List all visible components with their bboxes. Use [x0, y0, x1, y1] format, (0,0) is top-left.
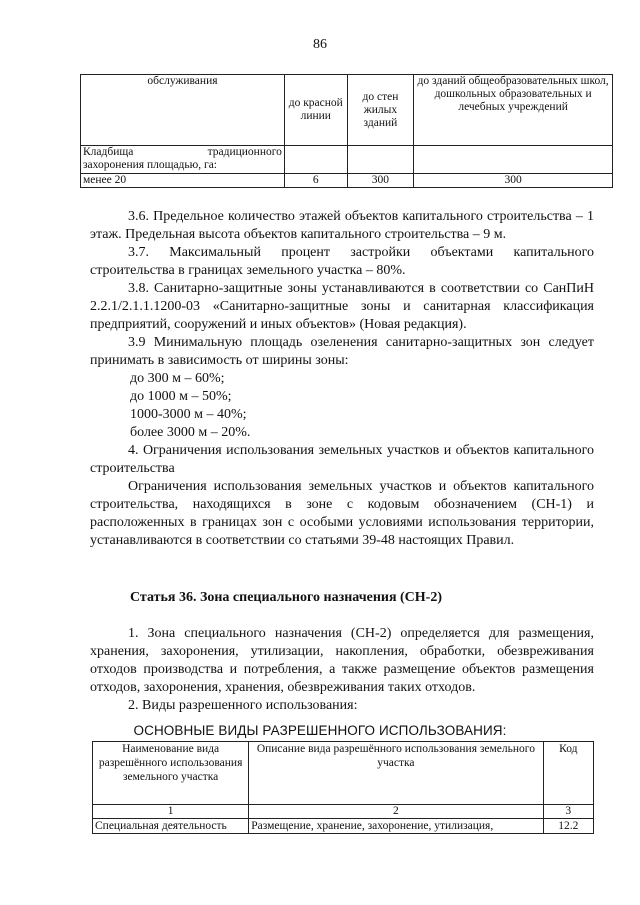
table-cell: до стен жилых зданий	[347, 75, 414, 146]
table-cell	[347, 146, 414, 174]
list-item: 1000-3000 м – 40%;	[130, 407, 247, 422]
page-number: 86	[313, 37, 327, 52]
article-paragraph-1	[90, 625, 594, 697]
paragraph-3-9	[90, 334, 594, 370]
paragraph-text: 4. Ограничения использования земельных участков и объектов капитального строительства	[90, 443, 594, 476]
table-cell: 3	[543, 805, 593, 819]
list-item: до 300 м – 60%;	[130, 371, 225, 386]
table-row	[81, 146, 613, 174]
paragraph-3-6	[90, 208, 594, 244]
table-cell: 300	[414, 174, 613, 188]
paragraph-text: 3.8. Санитарно-защитные зоны устанавливаются в соответствии со СанПиН 2.2.1/2.1.1.1200-03 «Санитарно-защитные зоны и санитарная классификация предприятий, сооружений и иных объектов» (Новая редакция).	[90, 281, 594, 332]
table-cell: Специальная деятельность	[93, 819, 249, 834]
table-cell: менее 20	[81, 174, 285, 188]
table-cell: Размещение, хранение, захоронение, утилизация,	[249, 819, 543, 834]
table-cell	[414, 146, 613, 174]
article-36-body	[90, 625, 594, 715]
table-cell: обслуживания	[81, 75, 285, 146]
table2-title: ОСНОВНЫЕ ВИДЫ РАЗРЕШЕННОГО ИСПОЛЬЗОВАНИЯ:	[133, 723, 507, 738]
paragraph-text: Ограничения использования земельных участков и объектов капитального строительства, находящихся в зоне с кодовым обозначением (СН-1) и расположенных в границах зон с особыми условиями использования территории, устанавливаются в соответствии со статьями 39-48 настоящих Правил.	[90, 479, 594, 548]
table-cell: 12.2	[543, 819, 593, 834]
table-header-row	[93, 742, 594, 805]
greening-list	[90, 370, 594, 442]
cell-text: традиционного	[207, 146, 282, 158]
table-cell	[81, 146, 285, 174]
article-paragraph-2	[90, 697, 594, 715]
paragraph-text: 2. Виды разрешенного использования:	[128, 698, 358, 713]
table-cell: 1	[93, 805, 249, 819]
paragraph-text: 1. Зона специального назначения (СН-2) определяется для размещения, хранения, захоронения, утилизации, накопления, обработки, обезвреживания отходов производства и потребления, а также размещение объектов размещения отходов, захоронения, хранения, обезвреживания таких отходов.	[90, 626, 594, 695]
table-cell: 2	[249, 805, 543, 819]
table-row	[81, 75, 613, 146]
list-item: до 1000 м – 50%;	[130, 389, 232, 404]
table-row	[93, 819, 594, 834]
table-cell: 300	[347, 174, 414, 188]
table-cell: до зданий общеобразовательных школ, дошкольных образовательных и лечебных учреждений	[414, 75, 613, 146]
section-3-body	[90, 208, 594, 550]
table-cell: 6	[284, 174, 347, 188]
paragraph-4b	[90, 478, 594, 550]
table-cell: до красной линии	[284, 75, 347, 146]
cell-text: Кладбища	[83, 146, 134, 158]
paragraph-text: 3.9 Минимальную площадь озеленения санитарно-защитных зон следует принимать в зависимость от ширины зоны:	[90, 335, 594, 368]
article-heading: Статья 36. Зона специального назначения (СН-2)	[130, 590, 443, 605]
table-header-cell: Описание вида разрешённого использования земельного участка	[249, 742, 543, 805]
list-item: более 3000 м – 20%.	[130, 425, 251, 440]
paragraph-3-7	[90, 244, 594, 280]
table-header-cell: Наименование вида разрешённого использования земельного участка	[93, 742, 249, 805]
table-row	[81, 174, 613, 188]
paragraph-text: 3.6. Предельное количество этажей объектов капитального строительства – 1 этаж. Предельная высота объектов капитального строительства – 9 м.	[90, 209, 594, 242]
paragraph-4	[90, 442, 594, 478]
table-row	[93, 805, 594, 819]
permitted-use-table	[92, 741, 594, 834]
sanitary-distance-table	[80, 74, 613, 188]
paragraph-text: 3.7. Максимальный процент застройки объектами капитального строительства в границах земельного участка – 80%.	[90, 245, 594, 278]
table-header-cell: Код	[543, 742, 593, 805]
cell-text: захоронения площадью, га:	[83, 159, 217, 171]
paragraph-3-8	[90, 280, 594, 334]
table-cell	[284, 146, 347, 174]
